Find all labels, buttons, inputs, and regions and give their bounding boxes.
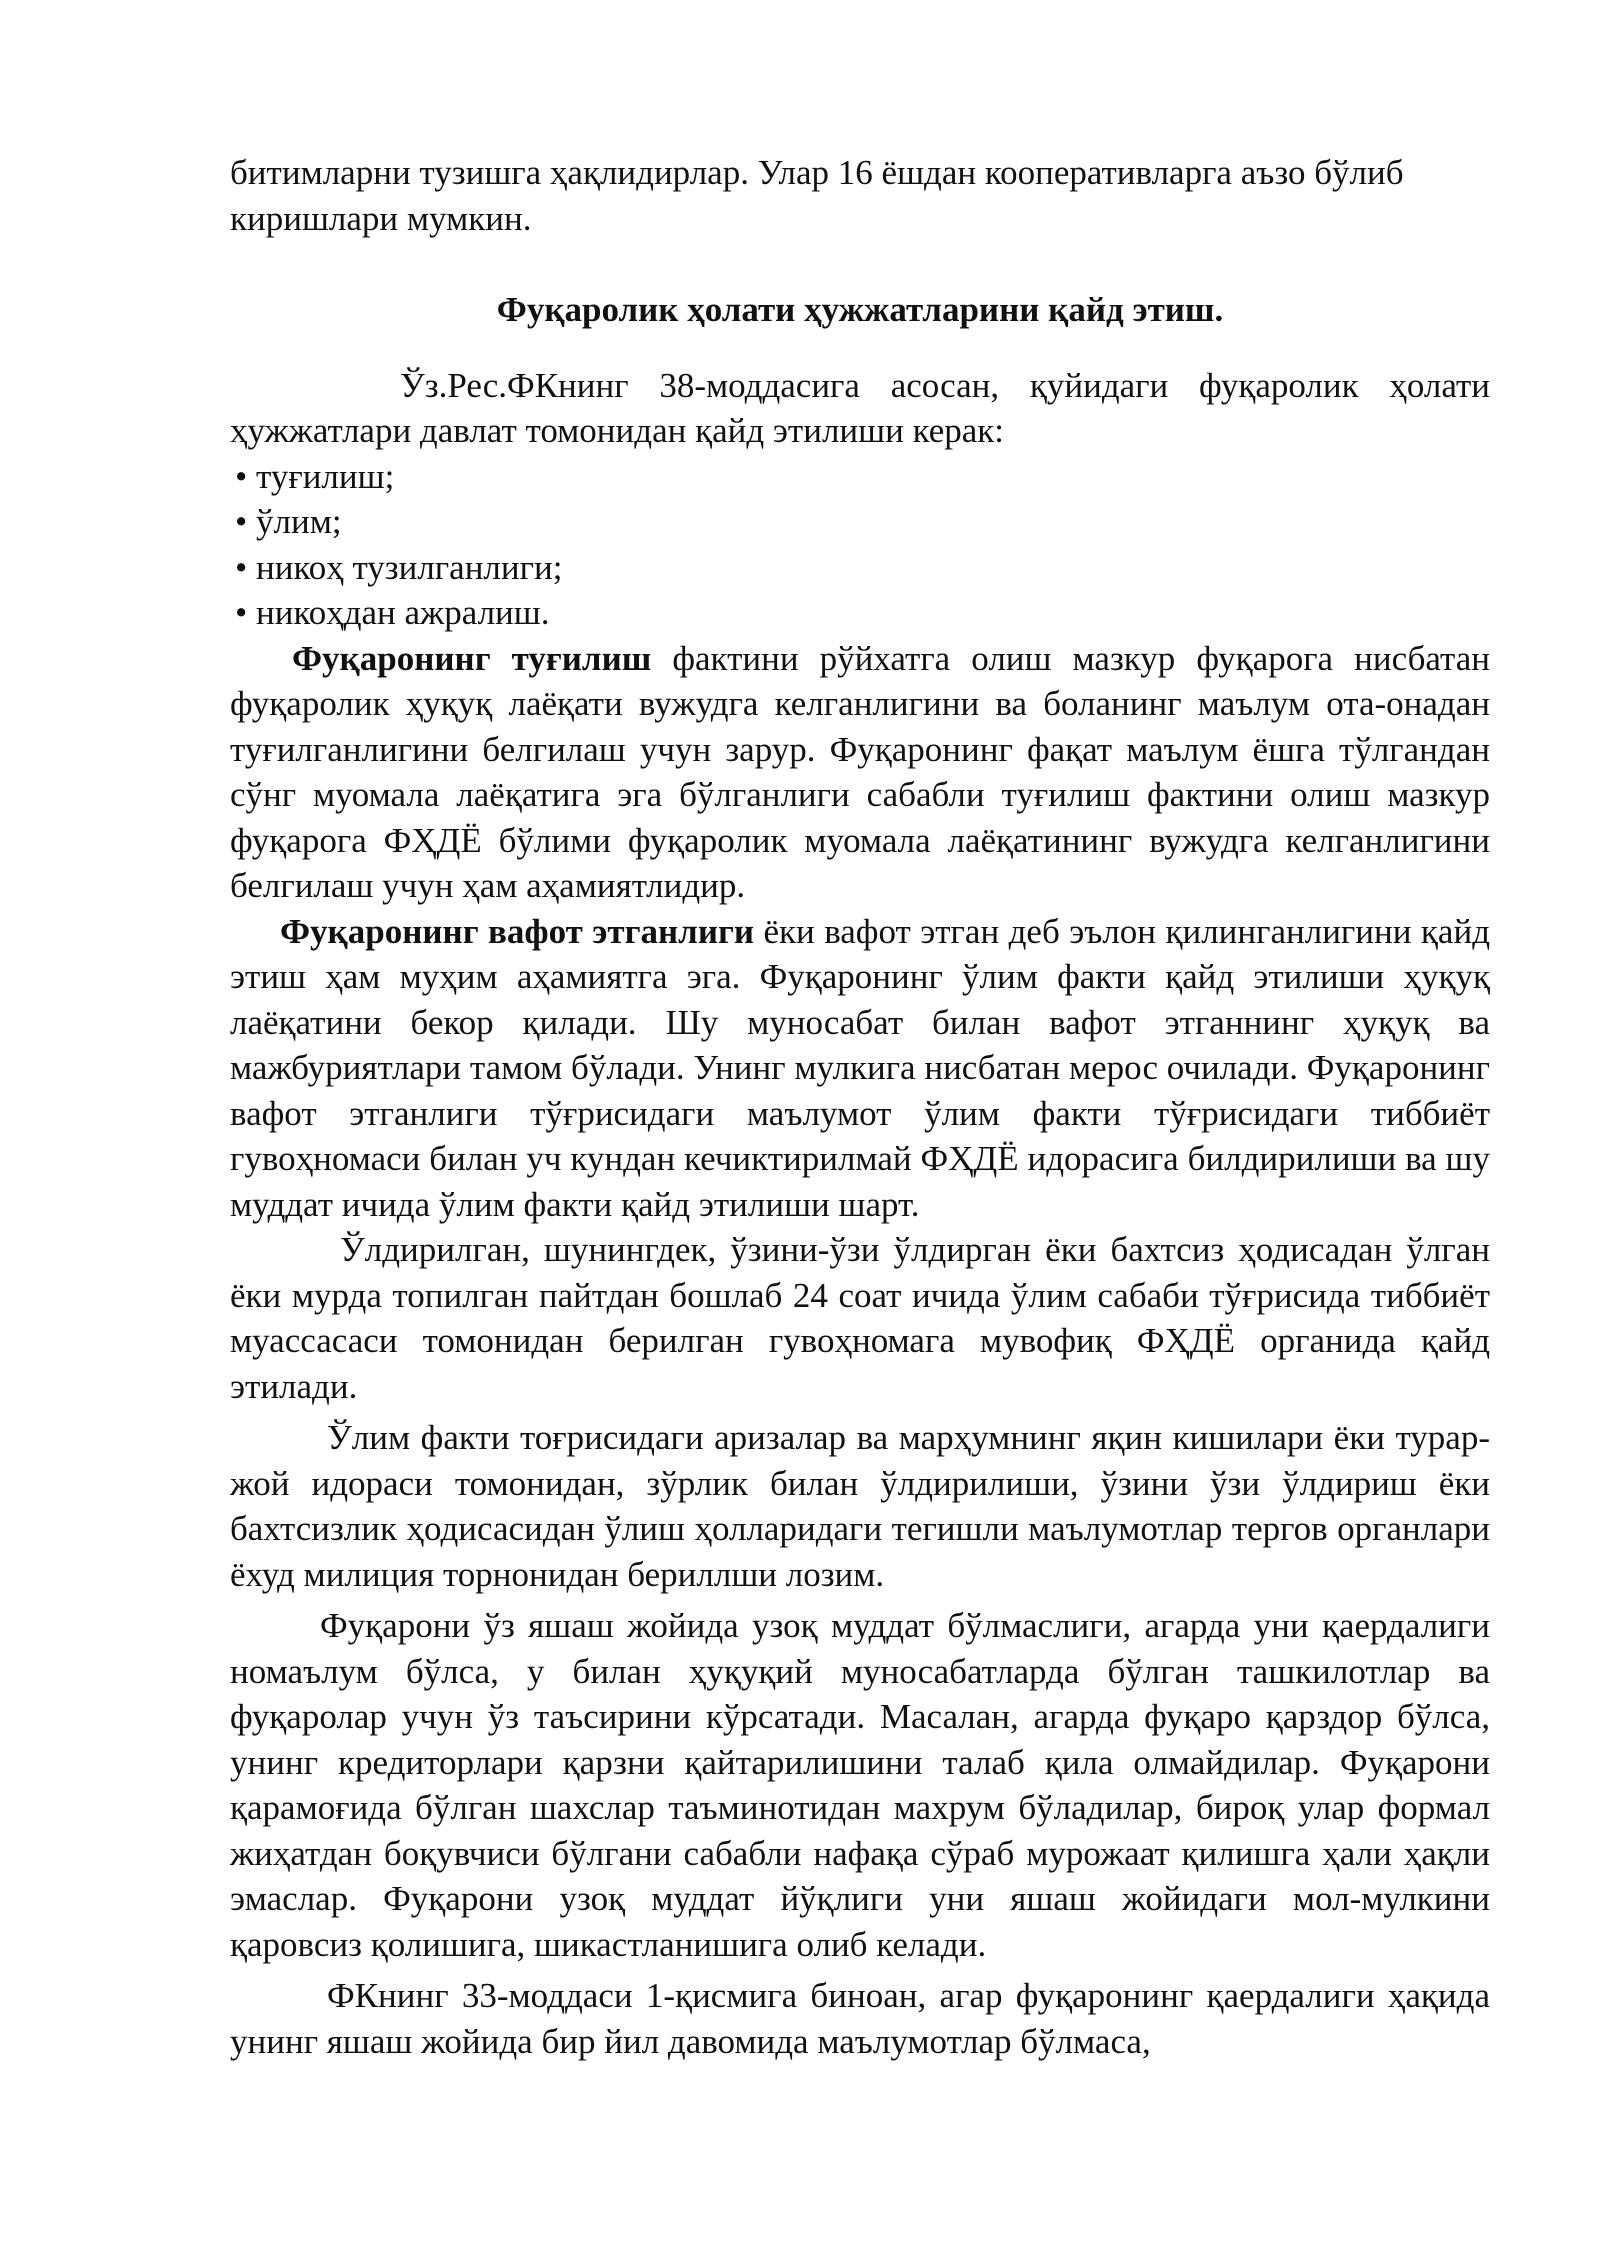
section-heading: Фуқаролик ҳолати ҳужжатларини қайд этиш. [496, 290, 1224, 329]
document-page [230, 150, 1490, 2064]
killed-paragraph: Ўлдирилган, шунингдек, ўзини-ўзи ўлдирган ёки бахтсиз ҳодисадан ўлган ёки мурда топилган пайтдан бошлаб 24 соат ичида ўлим сабаби тўғрисида тиббиёт муассасаси томонидан берилган гувоҳномага мувофиқ ФҲДЁ органида қайд этилади. [230, 1230, 1490, 1406]
death-paragraph-bold: Фуқаронинг вафот этганлиги [280, 911, 755, 951]
intro-paragraph: битимларни тузишга ҳақлидирлар. Улар 16 ёшдан кооперативларга аъзо бўлиб киришлари мумкин. [230, 153, 1404, 238]
bullet-item-death: • ўлим; [235, 499, 1490, 545]
birth-paragraph [230, 636, 1490, 909]
applications-paragraph: Ўлим факти тоғрисидаги аризалар ва марҳумнинг яқин кишилари ёки турар-жой идораси томонидан, зўрлик билан ўлдирилиши, ўзини ўзи ўлдириш ёки бахтсизлик ҳодисасидан ўлиш ҳолларидаги тегишли маълумотлар тергов органлари ёхуд милиция торнонидан бериллши лозим. [230, 1418, 1490, 1594]
birth-paragraph-text: фактини рўйхатга олиш мазкур фуқарога нисбатан фуқаролик ҳуқуқ лаёқати вужудга келганлигини ва боланинг маълум ота-онадан туғилганлигини белгилаш учун зарур. Фуқаронинг фақат маълум ёшга тўлгандан сўнг муомала лаёқатига эга бўлганлиги сабабли туғилиш фактини олиш мазкур фуқарога ФҲДЁ бўлими фуқаролик муомала лаёқатининг вужудга келганлигини белгилаш учун ҳам аҳамиятлидир. [230, 638, 1490, 905]
bullet-item-divorce: • никоҳдан ажралиш. [235, 590, 1490, 636]
birth-paragraph-bold: Фуқаронинг туғилиш [292, 638, 652, 678]
bullet-item-birth: • туғилиш; [235, 454, 1490, 500]
bullet-item-marriage: • никоҳ тузилганлиги; [235, 545, 1490, 591]
death-paragraph [230, 909, 1490, 1228]
death-paragraph-text: ёки вафот этган деб эълон қилинганлигини қайд этиш ҳам муҳим аҳамиятга эга. Фуқаронинг ўлим факти қайд этилиши ҳуқуқ лаёқатини бекор қилади. Шу муносабат билан вафот этганнинг ҳуқуқ ва мажбуриятлари тамом бўлади. Унинг мулкига нисбатан мерос очилади. Фуқаронинг вафот этганлиги тўғрисидаги маълумот ўлим факти тўғрисидаги тиббиёт гувоҳномаси билан уч кундан кечиктирилмай ФҲДЁ идорасига билдирилиши ва шу муддат ичида ўлим факти қайд этилиши шарт. [230, 911, 1490, 1224]
bullet-list [230, 454, 1490, 636]
lead-paragraph: Ўз.Рес.ФКнинг 38-моддасига асосан, қуйидаги фуқаролик ҳолати ҳужжатлари давлат томонидан қайд этилиши керак: [230, 365, 1490, 450]
absence-paragraph: Фуқарони ўз яшаш жойида узоқ муддат бўлмаслиги, агарда уни қаердалиги номаълум бўлса, у билан ҳуқуқий муносабатларда бўлган ташкилотлар ва фуқаролар учун ўз таъсирини кўрсатади. Масалан, агарда фуқаро қарздор бўлса, унинг кредиторлари қарзни қайтарилишини талаб қила олмайдилар. Фуқарони қарамоғида бўлган шахслар таъминотидан махрум бўладилар, бироқ улар формал жиҳатдан боқувчиси бўлгани сабабли нафақа сўраб мурожаат қилишга ҳали ҳақли эмаслар. Фуқарони узоқ муддат йўқлиги уни яшаш жойидаги мол-мулкини қаровсиз қолишига, шикастланишига олиб келади. [230, 1606, 1490, 1964]
article33-paragraph: ФКнинг 33-моддаси 1-қисмига биноан, агар фуқаронинг қаердалиги ҳақида унинг яшаш жойида бир йил давомида маълумотлар бўлмаса, [230, 1976, 1490, 2061]
